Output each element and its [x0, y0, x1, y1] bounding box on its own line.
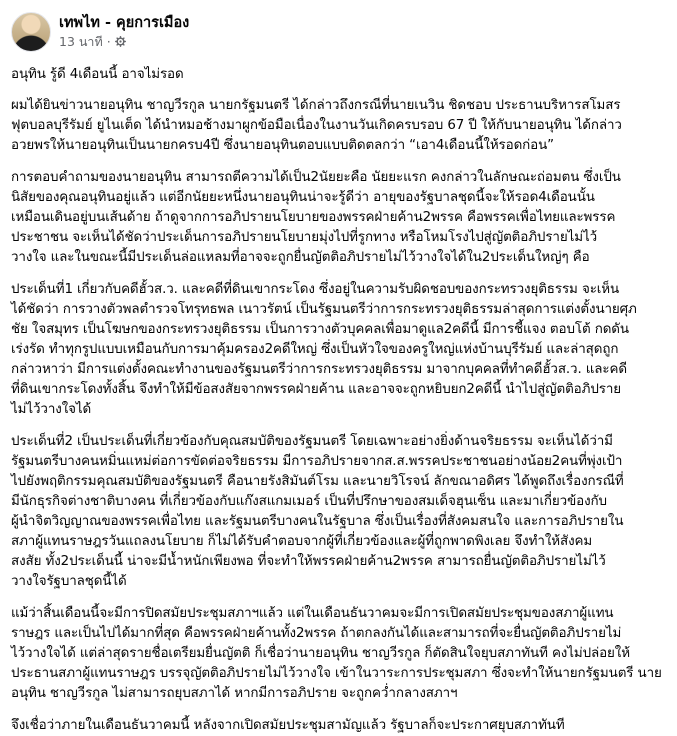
author-info — [59, 14, 189, 50]
gear-icon[interactable] — [115, 36, 126, 47]
post-headline: อนุทิน รู้ดี 4เดือนนี้ อาจไม่รอด — [11, 67, 184, 82]
post-paragraph: แม้ว่าสิ้นเดือนนี้จะมีการปิดสมัยประชุมสภาฯแล้ว แต่ในเดือนธันวาคมจะมีการเปิดสมัยประชุมของสภาผู้แทน ราษฎร และเป็นไปได้มากที่สุด คือพรรคฝ่ายค้านทั้ง2พรรค ถ้าตกลงกันได้และสามารถที่จะยื่นญัตติอภิปรายไม่ ไว้วางใจได้ แต่ล่าสุดรายชื่อเตรียมยื่นญัตติ ก็เชื่อว่านายอนุทิน ชาญวีรกูล ก็ตัดสินใจยุบสภาทันที คงไม่ปล่อยให้ ประธานสภาผู้แทนราษฎร บรรจุญัตติอภิปรายไม่ไว้วางใจ เข้าในวาระการประชุมสภา ซึ่งจะทำให้นายกรัฐมนตรี นาย อนุทิน ชาญวีรกูล ไม่สามารถยุบสภาได้ หากมีการอภิปราย จะถูกคว่ำกลางสภาฯ — [11, 606, 662, 701]
post-body — [11, 65, 665, 736]
post-meta — [59, 33, 189, 50]
post-header — [11, 10, 665, 54]
author-name[interactable]: เทพไท - คุยการเมือง — [59, 15, 190, 31]
post-paragraph: ผมได้ยินข่าวนายอนุทิน ชาญวีรกูล นายกรัฐมนตรี ได้กล่าวถึงกรณีที่นายเนวิน ชิดชอบ ประธานบริหารสโมสร ฟุตบอลบุรีรัมย์ ยูไนเต็ด ได้นำหมอช้างมาผูกข้อมือเนื่องในงานวันเกิดครบรอบ 67 ปี ให้กับนายอนุทิน ได้กล่าว อวยพรให้นายอนุทินเป็นนายกครบ4ปี ซึ่งนายอนุทินตอบแบบติดตลกว่า “เอา4เดือนนี้ให้รอดก่อน” — [11, 98, 622, 153]
meta-separator: · — [106, 34, 111, 49]
post-paragraph: การตอบคำถามของนายอนุทิน สามารถตีความได้เป็น2นัยยะคือ นัยยะแรก คงกล่าวในลักษณะถ่อมตน ซึ่งเป็น นิสัยของคุณอนุทินอยู่แล้ว แต่อีกนัยยะหนึ่งนายอนุทินน่าจะรู้ดีว่า อายุของรัฐบาลชุดนี้จะให้รอด4เดือนนั้น เหมือนเดินอยู่บนเส้นด้าย ถ้าดูจากการอภิปรายนโยบายของพรรคฝ่ายค้าน2พรรค คือพรรคเพื่อไทยและพรรค ประชาชน จะเห็นได้ชัดว่าประเด็นการอภิปรายนโยบายมุ่งไปที่รูกทาง หรือโหมโรงไปสู่ญัตติอภิปรายไม่ไว้ วางใจ และในขณะนี้มีประเด็นล่อแหลมที่อาจจะถูกยื่นญัตติอภิปรายไม่ไว้วางใจได้ใน2ประเด็นใหญ่ๆ คือ — [11, 170, 621, 265]
post-paragraph: ประเด็นที่2 เป็นประเด็นที่เกี่ยวข้องกับคุณสมบัติของรัฐมนตรี โดยเฉพาะอย่างยิ่งด้านจริยธรรม จะเห็นได้ว่ามี รัฐมนตรีบางคนหมิ่นแหม่ต่อการขัดต่อจริยธรรม มีการอภิปรายจากส.ส.พรรคประชาชนอย่างน้อย2คนที่พุ่งเป้า ไปยังพฤติกรรมคุณสมบัติของรัฐมนตรี คือนายรังสิมันต์โรม และนายวิโรจน์ ลักขณาอดิศร ได้พูดถึงเรื่องกรณีที่ มีนักธุรกิจต่างชาติบางคน ที่เกี่ยวข้องกับแก๊งสแกมเมอร์ เป็นที่ปรึกษาของสมเด็จฮุนเซ็น และมาเกี่ยวข้องกับ ผู้นำจิตวิญญาณของพรรคเพื่อไทย และรัฐมนตรีบางคนในรัฐบาล ซึ่งเป็นเรื่องที่สังคมสนใจ และการอภิปรายใน สภาผู้แทนราษฎรวันแถลงนโยบาย ก็ไม่ได้รับคำตอบจากผู้ที่เกี่ยวข้องและผู้ที่ถูกพาดพิงเลย จึงทำให้สังคม สงสัย ทั้ง2ประเด็นนี้ น่าจะมีน้ำหนักเพียงพอ ที่จะทำให้พรรคฝ่ายค้าน2พรรค สามารถยื่นญัตติอภิปรายไม่ไว้ วางใจรัฐบาลชุดนี้ได้ — [11, 434, 624, 589]
post-paragraph: ประเด็นที่1 เกี่ยวกับคดีฮั้วส.ว. และคดีที่ดินเขากระโดง ซึ่งอยู่ในความรับผิดชอบของกระทรวงยุติธรรม จะเห็น ได้ชัดว่า การวางตัวพลตำรวจโทรุทธพล เนาวรัตน์ เป็นรัฐมนตรีว่าการกระทรวงยุติธรรมล่าสุดการแต่งตั้งนายศุภ ชัย ใจสมุทร เป็นโฆษกของกระทรวงยุติธรรม เป็นการวางตัวบุคคลเพื่อมาดูแล2คดีนี้ มีการชี้แจง ตอบโต้ กดดัน เร่งรัด ทำทุกรูปแบบเหมือนกับการมาคุ้มครอง2คดีใหญ่ ซึ่งเป็นหัวใจของครูใหญ่แห่งบ้านบุรีรัมย์ และล่าสุดถูก กล่าวหาว่า มีการแต่งตั้งคณะทำงานของรัฐมนตรีว่าการกระทรวงยุติธรรม มาจากบุคคลที่ทำคดีฮั้วส.ว. และคดี ที่ดินเขากระโดงทั้งสิ้น จึงทำให้มีข้อสงสัยจากพรรคฝ่ายค้าน และอาจจะถูกหยิบยก2คดีนี้ นำไปสู่ญัตติอภิปราย ไม่ไว้วางใจได้ — [11, 282, 637, 417]
author-avatar[interactable] — [11, 12, 51, 52]
post-timestamp[interactable]: 13 นาที — [59, 34, 103, 49]
post-paragraph: จึงเชื่อว่าภายในเดือนธันวาคมนี้ หลังจากเปิดสมัยประชุมสามัญแล้ว รัฐบาลก็จะประกาศยุบสภาทันที — [11, 718, 565, 733]
